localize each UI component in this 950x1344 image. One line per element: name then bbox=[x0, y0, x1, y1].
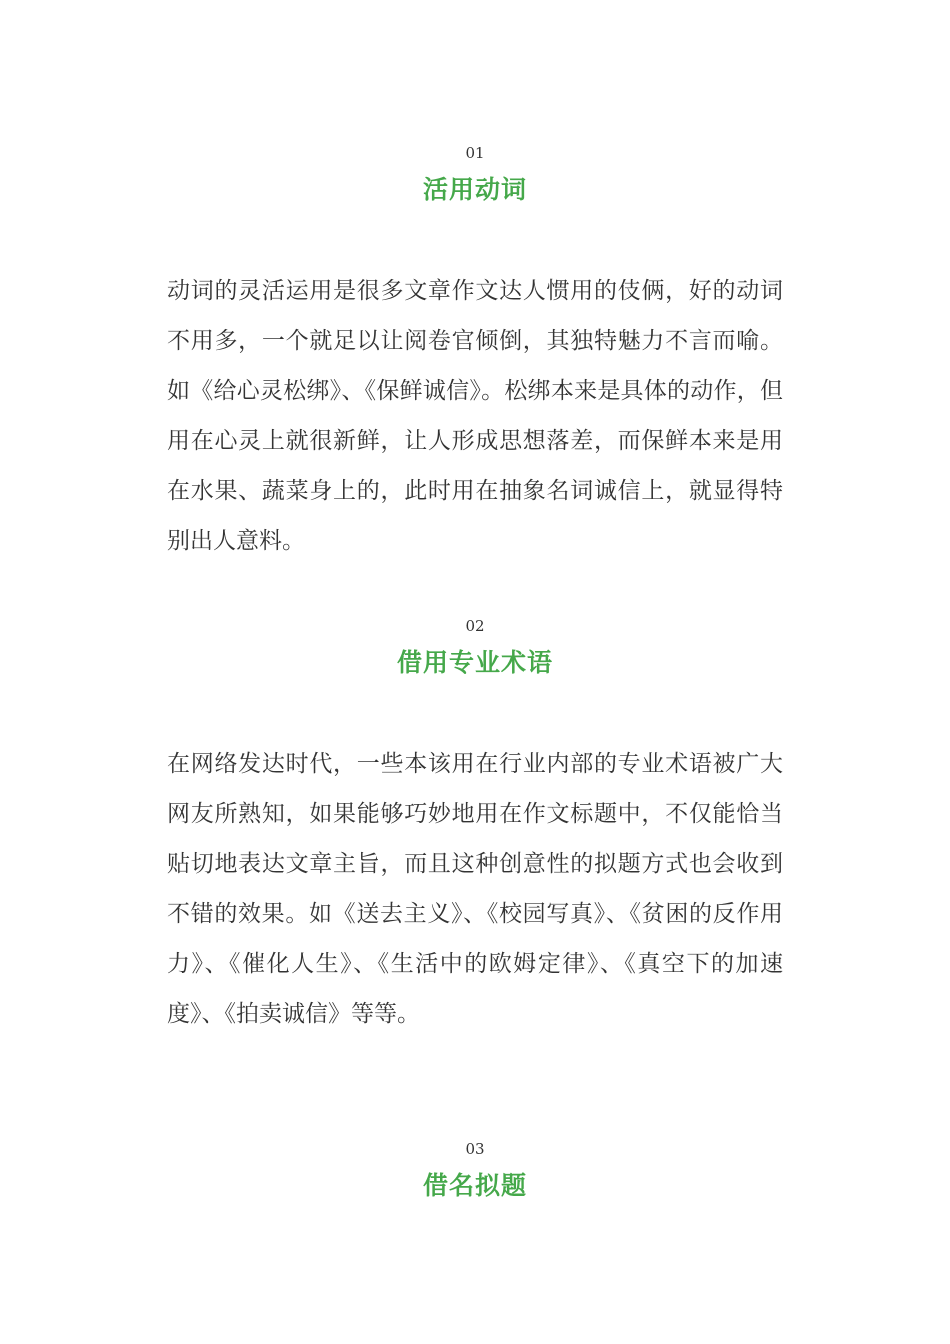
section-title-1: 活用动词 bbox=[422, 175, 527, 204]
section-title-2: 借用专业术语 bbox=[396, 648, 553, 677]
section-body-1: 动词的灵活运用是很多文章作文达人惯用的伎俩，好的动词不用多，一个就足以让阅卷官倾倒，其独特魅力不言而喻。如《给心灵松绑》、《保鲜诚信》。松绑本来是具体的动作，但用在心灵上就很新鲜，让人形成思想落差，而保鲜本来是用在水果、蔬菜身上的，此时用在抽象名词诚信上，就显得特别出人意料。 bbox=[167, 278, 783, 554]
section-number-2: 02 bbox=[465, 617, 485, 635]
section-body-2: 在网络发达时代，一些本该用在行业内部的专业术语被广大网友所熟知，如果能够巧妙地用在作文标题中，不仅能恰当贴切地表达文章主旨，而且这种创意性的拟题方式也会收到不错的效果。如《送去主义》、《校园写真》、《贫困的反作用力》、《催化人生》、《生活中的欧姆定律》、《真空下的加速度》、《拍卖诚信》等等。 bbox=[167, 751, 783, 1027]
section-number-3: 03 bbox=[465, 1140, 485, 1158]
section-title-3: 借名拟题 bbox=[422, 1171, 527, 1200]
section-number-1: 01 bbox=[465, 144, 485, 162]
